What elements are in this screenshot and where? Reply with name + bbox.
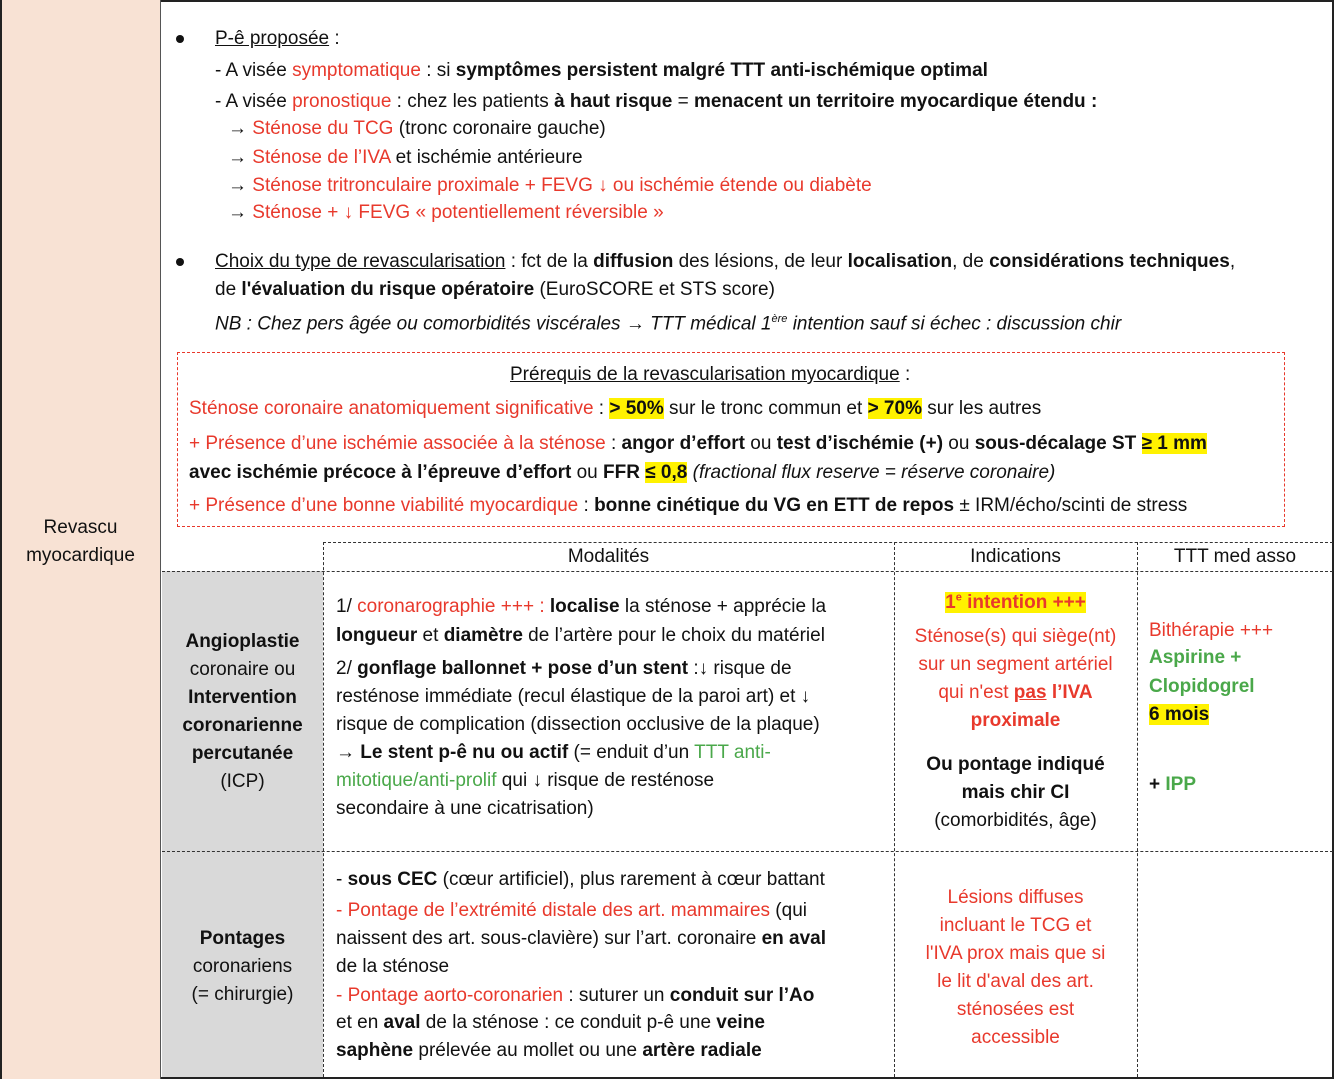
row1-mod-line7: mitotique/anti-prolif qui ↓ risque de resténose [336, 770, 715, 791]
bullet-section-1 [176, 35, 184, 43]
row1-mod-line1: 1/ coronarographie +++ : localise la sténose + apprécie la [336, 596, 827, 617]
header-ttt-med-asso: TTT med asso [1173, 546, 1297, 567]
outer-top-border [0, 0, 1334, 2]
section1-line2: - A visée pronostique : chez les patients à haut risque = menacent un territoire myocardique étendu : [215, 91, 1098, 112]
row2-mod-line7: saphène prélevée au mollet ou une artère radiale [336, 1040, 762, 1061]
row1-indications: 1e intention +++ Sténose(s) qui siège(nt) sur un segment artériel qui n'est pas l’IVA proximale Ou pontage indiqué mais chir CI (comorbidités, âge) [914, 592, 1117, 832]
table-col-divider-1 [323, 542, 324, 1077]
section1-arrow-2: → Sténose de l’IVA et ischémie antérieure [228, 147, 583, 168]
section1-title: P-ê proposée : [215, 28, 340, 49]
row2-mod-line4: de la sténose [336, 956, 450, 977]
row2-mod-line6: et en aval de la sténose : ce conduit p-ê une veine [336, 1012, 765, 1033]
row1-mod-line2: longueur et diamètre de l’artère pour le choix du matériel [336, 625, 825, 646]
section2-line2: de l'évaluation du risque opératoire (EuroSCORE et STS score) [215, 279, 775, 300]
bullet-section-2 [176, 258, 184, 266]
section1-arrow-3: → Sténose tritronculaire proximale + FEVG ↓ ou ischémie étende ou diabète [228, 175, 872, 196]
prereq-title: Prérequis de la revascularisation myocardique : [510, 364, 911, 385]
row2-mod-line5: - Pontage aorto-coronarien : suturer un conduit sur l’Ao [336, 985, 815, 1006]
row2-mod-line2: - Pontage de l’extrémité distale des art. mammaires (qui [336, 900, 807, 921]
section2-line1: Choix du type de revascularisation : fct de la diffusion des lésions, de leur localisation, de considérations techniques, [215, 251, 1236, 272]
row2-indications: Lésions diffuses incluant le TCG et l'IVA prox mais que si le lit d'aval des art. sténosées est accessible [925, 887, 1106, 1048]
prereq-line1: Sténose coronaire anatomiquement significative : > 50% sur le tronc commun et > 70% sur les autres [189, 398, 1042, 419]
row2-name: Pontages coronariens (= chirurgie) [191, 928, 294, 1005]
row1-ttt-line5: + IPP [1149, 774, 1196, 795]
prereq-line4: + Présence d’une bonne viabilité myocardique : bonne cinétique du VG en ETT de repos ± IRM/écho/scinti de stress [189, 495, 1188, 516]
table-row-divider [162, 851, 1333, 852]
row1-mod-line5: risque de complication (dissection occlusive de la plaque) [336, 714, 820, 735]
row2-mod-line3: naissent des art. sous-clavière) sur l’art. coronaire en aval [336, 928, 826, 949]
section1-arrow-4: → Sténose + ↓ FEVG « potentiellement réversible » [228, 202, 664, 223]
table-header-bottom-border [162, 571, 1333, 572]
row1-ttt-line1: Bithérapie +++ [1149, 620, 1274, 641]
row1-mod-line4: resténose immédiate (recul élastique de la paroi art) et ↓ [336, 686, 811, 707]
row1-mod-line8: secondaire à une cicatrisation) [336, 798, 594, 819]
section1-arrow-1: → Sténose du TCG (tronc coronaire gauche) [228, 118, 606, 139]
row1-mod-line6: → Le stent p-ê nu ou actif (= enduit d’un TTT anti- [336, 742, 771, 763]
row1-name: Angioplastie coronaire ou Intervention coronarienne percutanée (ICP) [182, 631, 303, 792]
left-label: Revascu myocardique [26, 517, 135, 566]
row2-mod-line1: - sous CEC (cœur artificiel), plus rarement à cœur battant [336, 869, 825, 890]
row1-ttt-line3: Clopidogrel [1149, 676, 1255, 697]
prereq-line3: avec ischémie précoce à l’épreuve d’effort ou FFR ≤ 0,8 (fractional flux reserve = réserve coronaire) [189, 462, 1056, 483]
section1-line1: - A visée symptomatique : si symptômes persistent malgré TTT anti-ischémique optimal [215, 60, 988, 81]
header-indications: Indications [970, 546, 1061, 567]
section2-nb: NB : Chez pers âgée ou comorbidités viscérales → TTT médical 1ère intention sauf si échec : discussion chir [215, 313, 1122, 335]
row1-ttt-line4: 6 mois [1149, 704, 1210, 725]
prereq-line2: + Présence d’une ischémie associée à la sténose : angor d’effort ou test d’ischémie (+) ou sous-décalage ST ≥ 1 mm [189, 433, 1207, 454]
row1-ttt-line2: Aspirine + [1149, 647, 1242, 668]
row1-mod-line3: 2/ gonflage ballonnet + pose d’un stent :↓ risque de [336, 658, 792, 679]
table-col-divider-3 [1137, 542, 1138, 1077]
header-modalites: Modalités [567, 546, 650, 567]
